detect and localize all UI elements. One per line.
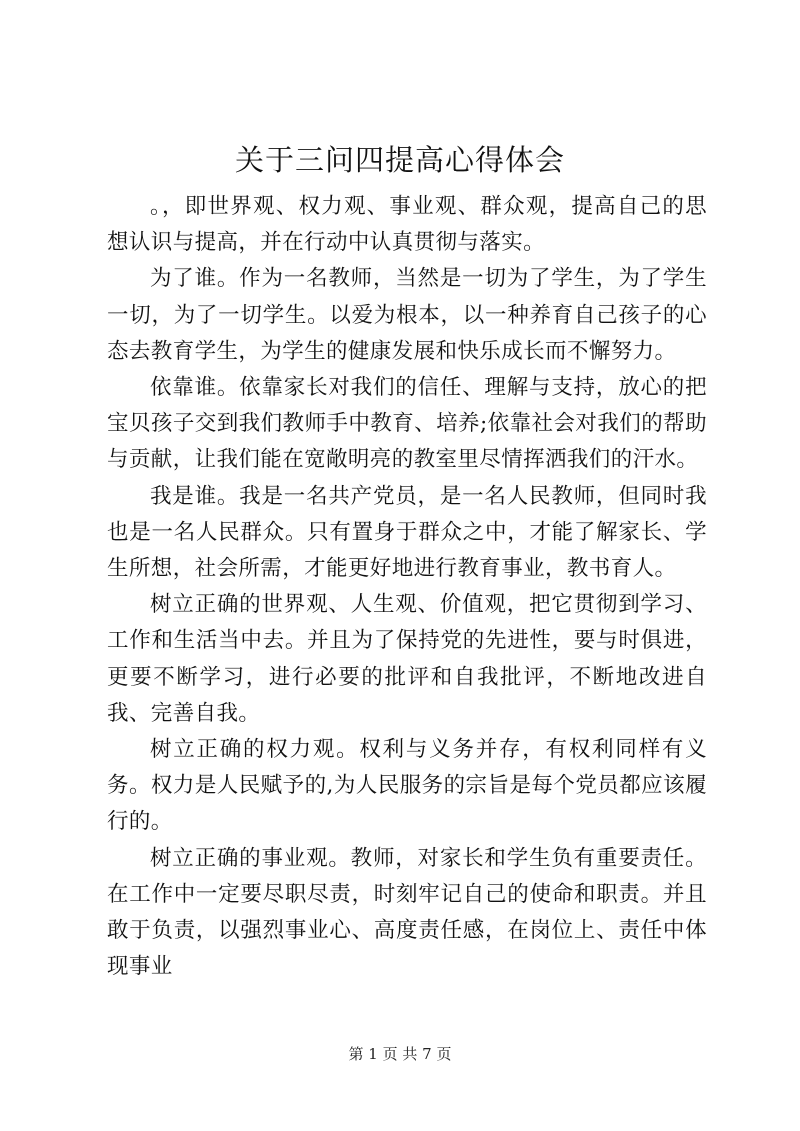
paragraph-career-view: 树立正确的事业观。教师，对家长和学生负有重要责任。在工作中一定要尽职尽责，时刻牢记自己的使命和职责。并且敢于负责，以强烈事业心、高度责任感，在岗位上、责任中体现事业 [107, 845, 707, 980]
paragraph-rely-on-whom: 依靠谁。依靠家长对我们的信任、理解与支持，放心的把宝贝孩子交到我们教师手中教育、培养;依靠社会对我们的帮助与贡献，让我们能在宽敞明亮的教室里尽情挥洒我们的汗水。 [107, 375, 707, 473]
paragraph-worldview: 树立正确的世界观、人生观、价值观，把它贯彻到学习、工作和生活当中去。并且为了保持党的先进性，要与时俱进，更要不断学习，进行必要的批评和自我批评，不断地改进自我、完善自我。 [107, 592, 707, 726]
paragraph-who-am-i: 我是谁。我是一名共产党员，是一名人民教师，但同时我也是一名人民群众。只有置身于群众之中，才能了解家长、学生所想，社会所需，才能更好地进行教育事业，教书育人。 [107, 483, 707, 582]
paragraph-power-view: 树立正确的权力观。权利与义务并存，有权利同样有义务。权力是人民赋予的,为人民服务的宗旨是每个党员都应该履行的。 [107, 737, 707, 835]
document-body [107, 189, 707, 985]
page-footer: 第 1 页 共 7 页 [348, 1045, 452, 1063]
paragraph-worldview-intro: 。，即世界观、权力观、事业观、群众观，提高自己的思想认识与提高，并在行动中认真贯彻与落实。 [107, 194, 707, 256]
document-title: 关于三问四提高心得体会 [234, 143, 565, 177]
paragraph-for-whom: 为了谁。作为一名教师，当然是一切为了学生，为了学生一切，为了一切学生。以爱为根本，以一种养育自己孩子的心态去教育学生，为学生的健康发展和快乐成长而不懈努力。 [107, 266, 707, 364]
